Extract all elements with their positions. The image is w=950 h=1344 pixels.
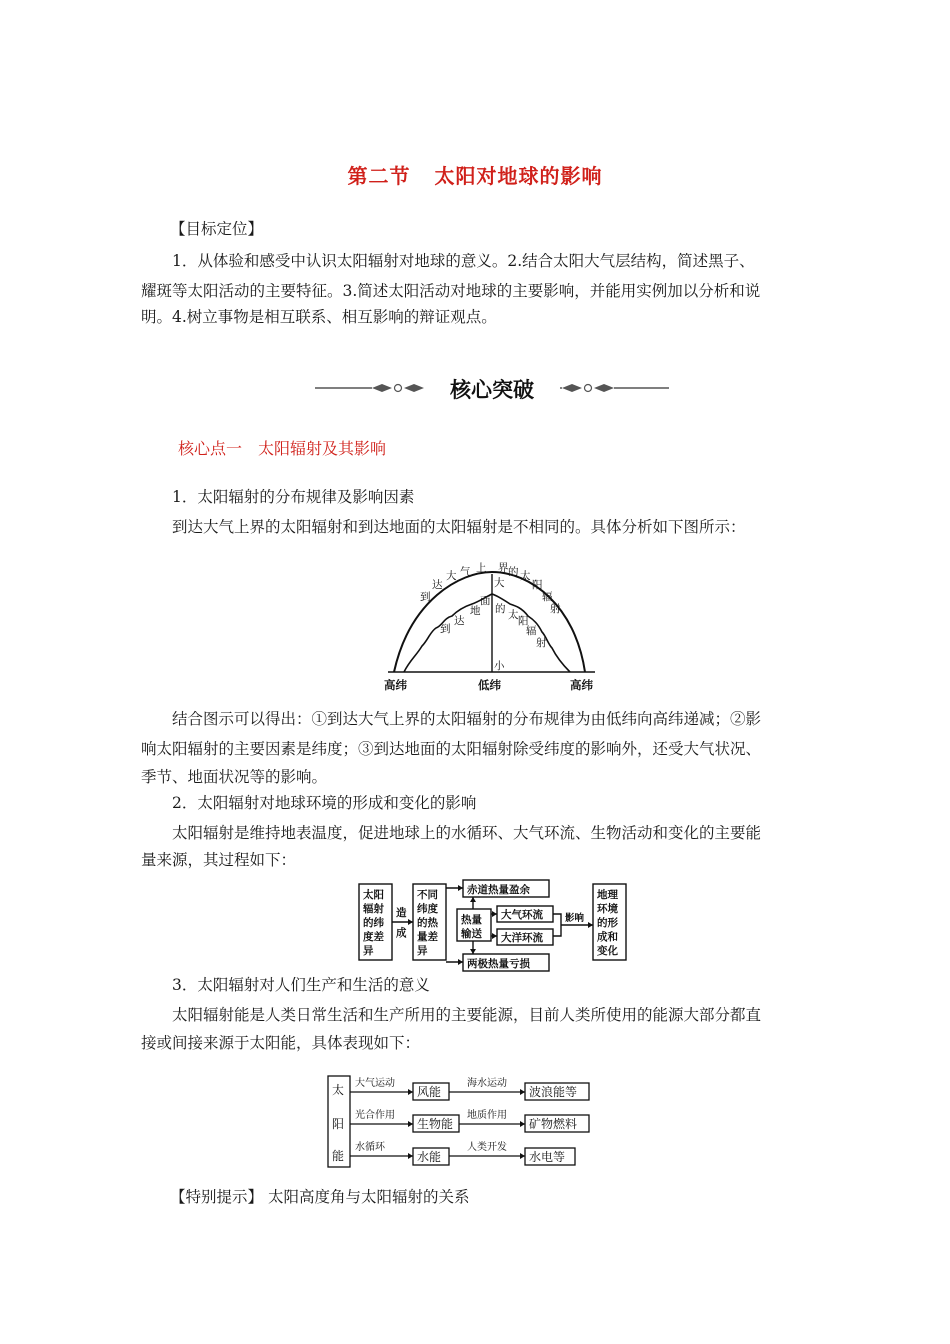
outer-curve-label (420, 561, 561, 615)
svg-text:成和: 成和 (597, 931, 618, 943)
svg-text:异: 异 (363, 945, 374, 957)
svg-text:气: 气 (460, 566, 471, 578)
svg-text:生物能: 生物能 (417, 1117, 454, 1131)
section-1-text: 到达大气上界的太阳辐射和到达地面的太阳辐射是不相同的。具体分析如下图所示： (172, 518, 746, 536)
core-breakthrough-banner (312, 372, 672, 406)
section-1-heading: 1．太阳辐射的分布规律及影响因素 (172, 488, 415, 506)
special-tip (170, 1182, 469, 1212)
svg-text:地: 地 (470, 605, 481, 617)
inner-curve-label (440, 595, 547, 649)
page-title (0, 160, 950, 189)
svg-text:界: 界 (498, 562, 509, 574)
svg-text:矿物燃料: 矿物燃料 (529, 1117, 578, 1131)
svg-text:量差: 量差 (417, 931, 438, 943)
svg-text:到: 到 (420, 591, 431, 603)
svg-text:的热: 的热 (417, 917, 438, 929)
svg-text:光合作用: 光合作用 (355, 1110, 395, 1121)
svg-text:太阳: 太阳 (363, 889, 384, 901)
section-2-text-line-1: 太阳辐射是维持地表温度，促进地球上的水循环、大气环流、生物活动和变化的主要能 (172, 824, 762, 842)
section-2-heading: 2．太阳辐射对地球环境的形成和变化的影响 (172, 794, 477, 812)
x-label-mid: 低纬 (478, 678, 501, 692)
special-tip-text: 太阳高度角与太阳辐射的关系 (267, 1188, 470, 1206)
special-tip-heading: 【特别提示】 (170, 1188, 264, 1206)
heat-flow-diagram (355, 876, 635, 980)
svg-text:辐射: 辐射 (363, 903, 384, 915)
svg-text:变化: 变化 (597, 945, 618, 957)
svg-text:水能: 水能 (417, 1150, 442, 1164)
svg-text:水电等: 水电等 (529, 1150, 566, 1164)
svg-text:能: 能 (332, 1149, 345, 1163)
solar-energy-svg (325, 1072, 595, 1172)
outer-curve (394, 572, 585, 672)
section-2-text-line-2: 量来源，其过程如下： (141, 851, 297, 869)
svg-text:地质作用: 地质作用 (467, 1110, 507, 1121)
svg-text:风能: 风能 (417, 1085, 442, 1099)
svg-text:太: 太 (332, 1083, 345, 1097)
svg-text:成: 成 (396, 927, 407, 939)
solar-energy-diagram (325, 1072, 595, 1176)
svg-text:辐: 辐 (542, 591, 553, 603)
svg-text:波浪能等: 波浪能等 (529, 1085, 578, 1099)
conclusion-line-3: 季节、地面状况等的影响。 (141, 768, 328, 786)
svg-text:热量: 热量 (461, 914, 482, 926)
svg-text:两极热量亏损: 两极热量亏损 (467, 958, 530, 970)
conclusion-line-1: 结合图示可以得出：①到达大气上界的太阳辐射的分布规律为由低纬向高纬递减；②影 (172, 710, 762, 728)
svg-text:大洋环流: 大洋环流 (501, 932, 543, 944)
svg-text:纬度: 纬度 (417, 903, 438, 915)
svg-text:达: 达 (432, 579, 443, 591)
radiation-curve-svg (380, 560, 610, 695)
svg-text:太: 太 (520, 570, 531, 582)
svg-text:大: 大 (446, 570, 457, 582)
svg-text:射: 射 (550, 603, 561, 615)
axis-big-label: 大 (494, 577, 505, 589)
svg-text:人类开发: 人类开发 (467, 1142, 507, 1153)
svg-text:阳: 阳 (532, 579, 543, 591)
svg-text:辐: 辐 (526, 625, 537, 637)
svg-text:水循环: 水循环 (355, 1142, 385, 1153)
svg-text:射: 射 (536, 637, 547, 649)
svg-text:的: 的 (495, 603, 506, 615)
title-section-number: 第二节 (347, 164, 411, 188)
svg-text:度差: 度差 (363, 931, 384, 943)
svg-text:环境: 环境 (597, 903, 618, 915)
heat-flow-svg (355, 876, 635, 976)
svg-text:异: 异 (417, 945, 428, 957)
svg-text:面: 面 (480, 595, 491, 607)
svg-text:太: 太 (508, 609, 519, 621)
svg-text:地理: 地理 (597, 889, 618, 901)
core-point-heading: 核心点一 太阳辐射及其影响 (178, 439, 387, 458)
svg-text:影响: 影响 (565, 913, 585, 924)
svg-text:的形: 的形 (597, 917, 618, 929)
x-label-left: 高纬 (384, 678, 407, 692)
section-3-text-line-2: 接或间接来源于太阳能，具体表现如下： (141, 1034, 421, 1052)
svg-text:的: 的 (508, 566, 519, 578)
svg-text:造: 造 (396, 907, 407, 919)
svg-text:输送: 输送 (461, 928, 482, 940)
conclusion-line-2: 响太阳辐射的主要因素是纬度；③到达地面的太阳辐射除受纬度的影响外，还受大气状况、 (141, 740, 762, 758)
goal-line-2: 耀斑等太阳活动的主要特征。3.简述太阳活动对地球的主要影响，并能用实例加以分析和说 (141, 282, 761, 300)
section-3-text-line-1: 太阳辐射能是人类日常生活和生产所用的主要能源，目前人类所使用的能源大部分都直 (172, 1006, 762, 1024)
svg-text:阳: 阳 (518, 615, 529, 627)
svg-text:达: 达 (454, 615, 465, 627)
svg-text:到: 到 (440, 623, 451, 635)
svg-text:赤道热量盈余: 赤道热量盈余 (467, 884, 530, 896)
svg-text:上: 上 (476, 562, 487, 574)
svg-text:的纬: 的纬 (363, 917, 384, 929)
section-3-heading: 3．太阳辐射对人们生产和生活的意义 (172, 976, 430, 994)
title-text: 太阳对地球的影响 (434, 164, 603, 188)
goal-line-3: 明。4.树立事物是相互联系、相互影响的辩证观点。 (141, 308, 497, 326)
svg-text:阳: 阳 (332, 1117, 345, 1131)
svg-text:海水运动: 海水运动 (467, 1078, 507, 1089)
goal-heading: 【目标定位】 (170, 220, 264, 238)
x-label-right: 高纬 (570, 678, 593, 692)
svg-text:大气环流: 大气环流 (501, 909, 543, 921)
goal-line-1: 1．从体验和感受中认识太阳辐射对地球的意义。2.结合太阳大气层结构，简述黑子、 (172, 252, 755, 270)
svg-text:大气运动: 大气运动 (355, 1078, 395, 1089)
banner-title: 核心突破 (450, 378, 534, 402)
axis-small-label: 小 (494, 660, 505, 672)
svg-text:不同: 不同 (417, 889, 438, 901)
radiation-distribution-figure (380, 560, 610, 699)
